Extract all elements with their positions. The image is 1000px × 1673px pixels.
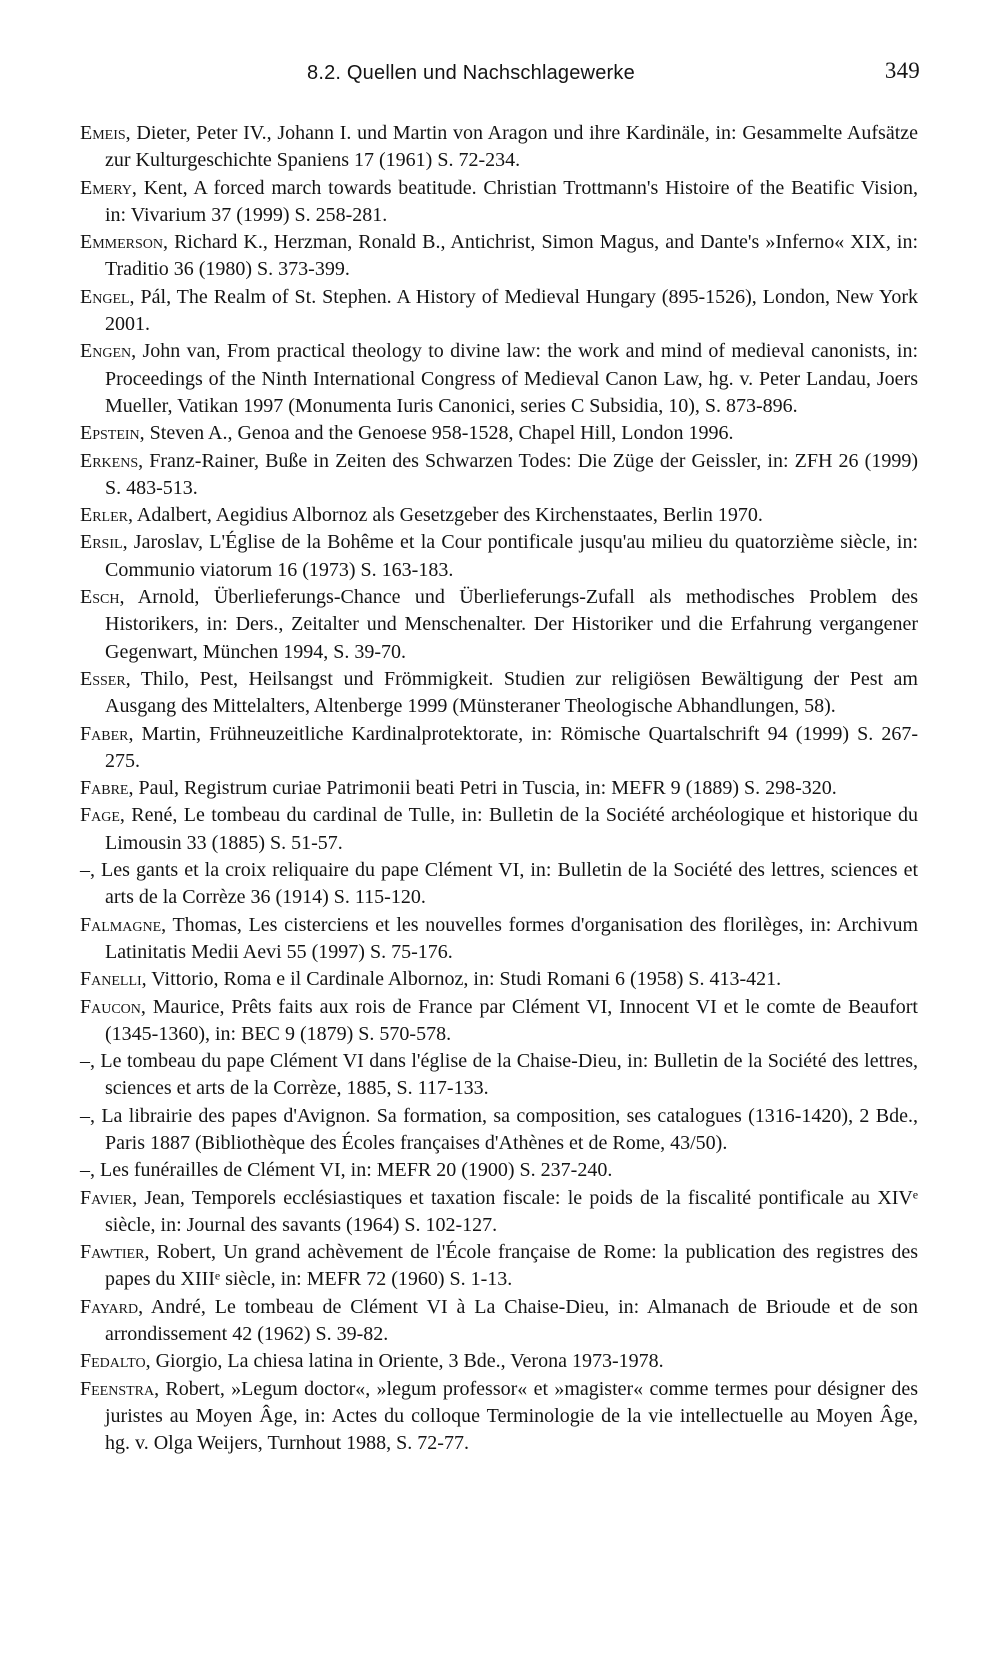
entry-text: , Jaroslav, L'Église de la Bohême et la Cour pontificale jusqu'au milieu du quatorzième siècle, in: Communio viatorum 16 (1973) S. 163-183.	[105, 531, 918, 581]
bibliography-entry	[80, 666, 918, 721]
bibliography-entry	[80, 912, 918, 967]
entry-text: , Paul, Registrum curiae Patrimonii beati Petri in Tuscia, in: MEFR 9 (1889) S. 298-320.	[128, 777, 837, 800]
bibliography-entry	[80, 1103, 918, 1158]
entry-author: Engen	[80, 340, 132, 363]
bibliography-entry	[80, 1348, 918, 1375]
bibliography-entry	[80, 1239, 918, 1294]
entry-author: Erkens	[80, 449, 139, 472]
entry-author: Fayard	[80, 1295, 139, 1318]
entry-text: –, La librairie des papes d'Avignon. Sa formation, sa composition, ses catalogues (1316-1420), 2 Bde., Paris 1887 (Bibliothèque des Écoles françaises d'Athènes et de Rome, 43/50).	[80, 1104, 918, 1154]
entry-text: , Jean, Temporels ecclésiastiques et taxation fiscale: le poids de la fiscalité pontificale au XIVᵉ siècle, in: Journal des savants (1964) S. 102-127.	[105, 1186, 918, 1236]
entry-author: Engel	[80, 285, 130, 308]
bibliography-entry	[80, 175, 918, 230]
entry-author: Fanelli	[80, 968, 142, 991]
section-title: 8.2. Quellen und Nachschlagewerke	[307, 62, 635, 84]
entry-text: , Maurice, Prêts faits aux rois de France par Clément VI, Innocent VI et le comte de Beaufort (1345-1360), in: BEC 9 (1879) S. 570-578.	[105, 995, 918, 1045]
entry-author: Falmagne	[80, 913, 162, 936]
entry-text: , Giorgio, La chiesa latina in Oriente, 3 Bde., Verona 1973-1978.	[145, 1350, 664, 1373]
entry-text: , Martin, Frühneuzeitliche Kardinalprotektorate, in: Römische Quartalschrift 94 (1999) S. 267-275.	[105, 722, 918, 772]
entry-text: , Pál, The Realm of St. Stephen. A History of Medieval Hungary (895-1526), London, New York 2001.	[105, 285, 918, 336]
entry-author: Erler	[80, 504, 128, 527]
entry-author: Fabre	[80, 777, 129, 800]
entry-author: Faucon	[80, 995, 141, 1018]
entry-author: Fedalto	[80, 1350, 146, 1373]
bibliography-entry	[80, 775, 918, 802]
entry-text: , André, Le tombeau de Clément VI à La Chaise-Dieu, in: Almanach de Brioude et de son arrondissement 42 (1962) S. 39-82.	[105, 1295, 918, 1346]
entry-text: , Robert, Un grand achèvement de l'École française de Rome: la publication des registres des papes du XIIIᵉ siècle, in: MEFR 72 (1960) S. 1-13.	[105, 1241, 918, 1291]
bibliography-entry	[80, 857, 918, 912]
entry-author: Emmerson	[80, 231, 164, 254]
running-head	[0, 58, 1000, 94]
entry-text: , Richard K., Herzman, Ronald B., Antichrist, Simon Magus, and Dante's »Inferno« XIX, in: Traditio 36 (1980) S. 373-399.	[105, 231, 918, 281]
page-number: 349	[884, 58, 920, 83]
entry-author: Feenstra	[80, 1377, 155, 1400]
bibliography-entry	[80, 1185, 918, 1240]
entry-author: Fawtier	[80, 1241, 145, 1264]
entry-text: –, Les gants et la croix reliquaire du pape Clément VI, in: Bulletin de la Société des lettres, sciences et arts de la Corrèze 36 (1914) S. 115-120.	[80, 859, 918, 909]
entry-text: , Steven A., Genoa and the Genoese 958-1528, Chapel Hill, London 1996.	[139, 422, 734, 445]
entry-text: , Vittorio, Roma e il Cardinale Albornoz, in: Studi Romani 6 (1958) S. 413-421.	[141, 968, 782, 991]
entry-text: , René, Le tombeau du cardinal de Tulle, in: Bulletin de la Société archéologique et historique du Limousin 33 (1885) S. 51-57.	[105, 804, 918, 854]
bibliography-entry	[80, 1376, 918, 1458]
entry-author: Esser	[80, 667, 126, 690]
entry-author: Faber	[80, 722, 129, 745]
entry-author: Emeis	[80, 122, 126, 144]
entry-author: Emery	[80, 176, 132, 199]
entry-author: Ersil	[80, 531, 123, 554]
entry-author: Epstein	[80, 422, 140, 445]
bibliography-list	[80, 120, 918, 1458]
bibliography-entry	[80, 448, 918, 503]
entry-author: Fage	[80, 804, 120, 827]
entry-text: –, Les funérailles de Clément VI, in: MEFR 20 (1900) S. 237-240.	[80, 1159, 613, 1182]
bibliography-entry	[80, 1294, 918, 1349]
bibliography-entry	[80, 994, 918, 1049]
bibliography-entry	[80, 502, 918, 529]
bibliography-entry	[80, 420, 918, 447]
bibliography-entry	[80, 529, 918, 584]
bibliography-entry	[80, 120, 918, 175]
bibliography-entry	[80, 802, 918, 857]
entry-text: , Kent, A forced march towards beatitude. Christian Trottmann's Histoire of the Beatific Vision, in: Vivarium 37 (1999) S. 258-281.	[105, 176, 918, 226]
entry-author: Favier	[80, 1186, 133, 1209]
bibliography-entry	[80, 1048, 918, 1103]
bibliography-entry	[80, 1157, 918, 1184]
entry-text: , Robert, »Legum doctor«, »legum professor« et »magister« comme termes pour désigner des juristes au Moyen Âge, in: Actes du colloque Terminologie de la vie intellectuelle au Moyen Âge, hg. v. Olga Weijers, Turnhout 1988, S. 72-77.	[105, 1377, 918, 1455]
entry-author: Esch	[80, 586, 120, 609]
entry-text: , Dieter, Peter IV., Johann I. und Martin von Aragon und ihre Kardinäle, in: Gesammelte Aufsätze zur Kulturgeschichte Spaniens 17 (1961) S. 72-234.	[105, 122, 918, 172]
entry-text: , Thomas, Les cisterciens et les nouvelles formes d'organisation des florilèges, in: Archivum Latinitatis Medii Aevi 55 (1997) S. 75-176.	[105, 913, 918, 963]
bibliography-entry	[80, 338, 918, 420]
entry-text: –, Le tombeau du pape Clément VI dans l'église de la Chaise-Dieu, in: Bulletin de la Société des lettres, sciences et arts de la Corrèze, 1885, S. 117-133.	[80, 1050, 918, 1100]
entry-text: , Franz-Rainer, Buße in Zeiten des Schwarzen Todes: Die Züge der Geissler, in: ZFH 26 (1999) S. 483-513.	[105, 449, 918, 499]
entry-text: , Thilo, Pest, Heilsangst und Frömmigkeit. Studien zur religiösen Bewältigung der Pest am Ausgang des Mittelalters, Altenberge 1999 (Münsteraner Theologische Abhandlungen, 58).	[105, 667, 918, 718]
bibliography-entry	[80, 721, 918, 776]
entry-text: , John van, From practical theology to divine law: the work and mind of medieval canonists, in: Proceedings of the Ninth International Congress of Medieval Canon Law, hg. v. Peter Landau, Joers Mueller, Vatikan 1997 (Monumenta Iuris Canonici, series C Subsidia, 10), S. 873-896.	[105, 340, 918, 417]
entry-text: , Adalbert, Aegidius Albornoz als Gesetzgeber des Kirchenstaates, Berlin 1970.	[128, 504, 763, 527]
bibliography-entry	[80, 584, 918, 666]
entry-text: , Arnold, Überlieferungs-Chance und Überlieferungs-Zufall als methodisches Problem des Historikers, in: Ders., Zeitalter und Menschenalter. Der Historiker und die Erfahrung vergangener Gegenwart, München 1994, S. 39-70.	[105, 586, 918, 663]
bibliography-entry	[80, 229, 918, 284]
bibliography-entry	[80, 966, 918, 993]
bibliography-entry	[80, 284, 918, 339]
